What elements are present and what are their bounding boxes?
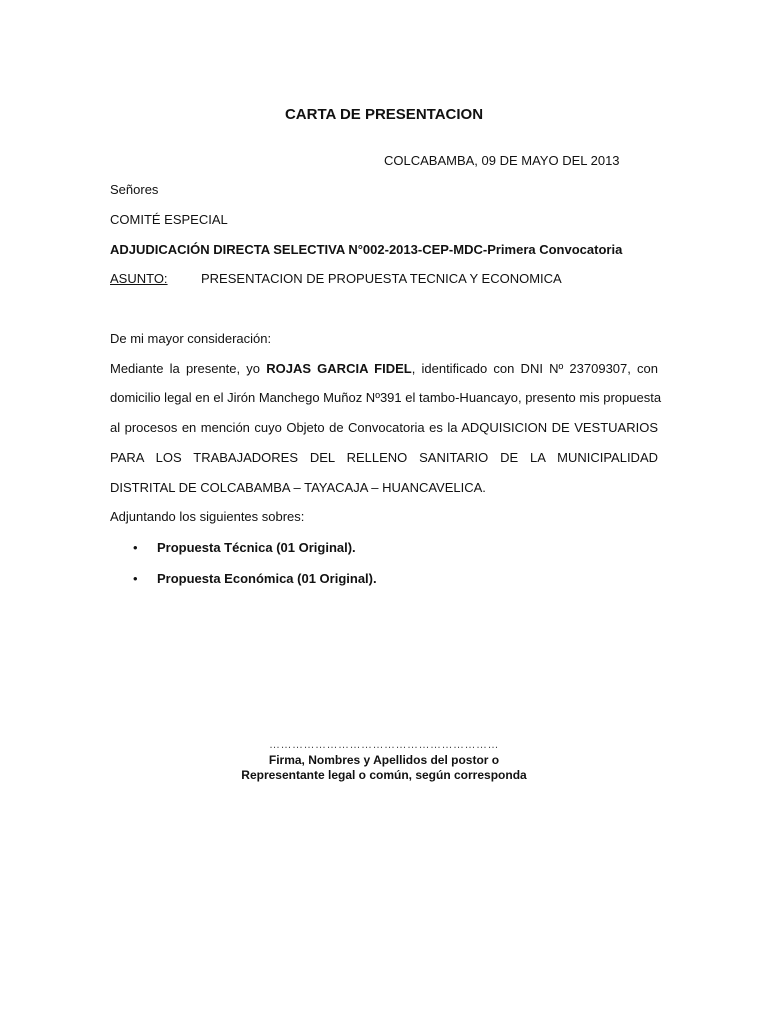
attachment-label: Propuesta Económica (01 Original). [157,571,377,586]
body-line-1-post: , identificado con DNI Nº 23709307, con [411,361,659,376]
subject-text: PRESENTACION DE PROPUESTA TECNICA Y ECONOMICA [201,271,562,286]
body-line-5: DISTRITAL DE COLCABAMBA – TAYACAJA – HUANCAVELICA. [110,480,486,495]
attachments-intro: Adjuntando los siguientes sobres: [110,509,305,524]
date-line: COLCABAMBA, 09 DE MAYO DEL 2013 [384,153,620,168]
body-line-3: al procesos en mención cuyo Objeto de Convocatoria es la ADQUISICION DE VESTUARIOS [110,420,658,435]
subject-label: ASUNTO: [110,271,168,286]
attachment-label: Propuesta Técnica (01 Original). [157,540,356,555]
signature-line: …………………………………………………… [269,739,499,751]
page-title: CARTA DE PRESENTACION [284,106,484,123]
body-line-1 [110,361,658,376]
applicant-name: ROJAS GARCIA FIDEL [266,361,412,376]
salutation: Señores [110,182,159,197]
signature-block [0,738,768,783]
bullet-icon: • [133,540,138,555]
body-line-4: PARA LOS TRABAJADORES DEL RELLENO SANITARIO DE LA MUNICIPALIDAD [110,450,658,465]
body-line-2: domicilio legal en el Jirón Manchego Muñoz Nº391 el tambo-Huancayo, presento mis propuesta [110,390,662,405]
committee-line: COMITÉ ESPECIAL [110,212,228,227]
bullet-icon: • [133,571,138,586]
subject-line [110,271,562,286]
greeting-line: De mi mayor consideración: [110,331,272,346]
signature-caption-1: Firma, Nombres y Apellidos del postor o [268,753,500,767]
signature-caption-2: Representante legal o común, según corresponda [241,768,527,782]
reference-line: ADJUDICACIÓN DIRECTA SELECTIVA N°002-2013-CEP-MDC-Primera Convocatoria [110,242,623,257]
body-line-1-pre: Mediante la presente, yo [110,361,267,376]
